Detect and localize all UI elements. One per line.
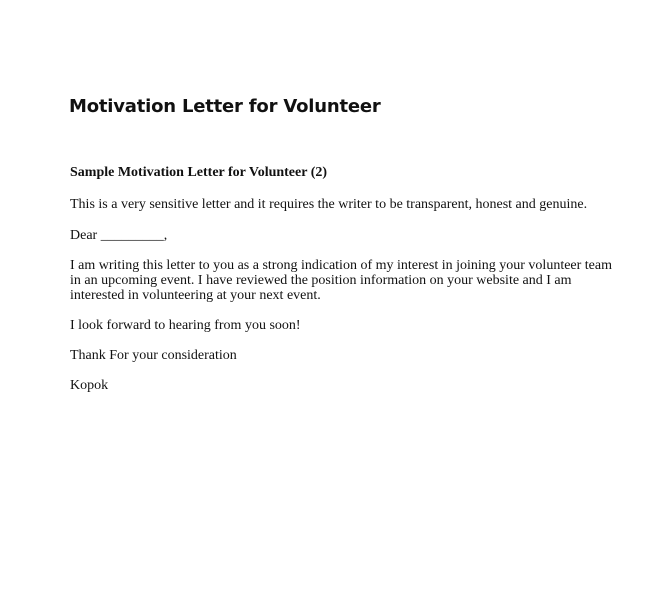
document-title: Motivation Letter for Volunteer [69,96,381,117]
paragraph-line: in an upcoming event. I have reviewed the position information on your website and I am [70,273,572,288]
letter-paragraph [70,258,612,303]
letter-salutation: Dear _________, [70,228,168,243]
letter-intro: This is a very sensitive letter and it requires the writer to be transparent, honest and genuine. [70,197,588,212]
letter-signature: Kopok [70,378,109,393]
paragraph-line: interested in volunteering at your next event. [70,288,321,303]
letter-closing-line: I look forward to hearing from you soon! [70,318,301,333]
letter-subheading: Sample Motivation Letter for Volunteer (2) [70,165,328,180]
paragraph-line: I am writing this letter to you as a strong indication of my interest in joining your volunteer team [70,258,613,273]
letter-thanks: Thank For your consideration [70,348,237,363]
